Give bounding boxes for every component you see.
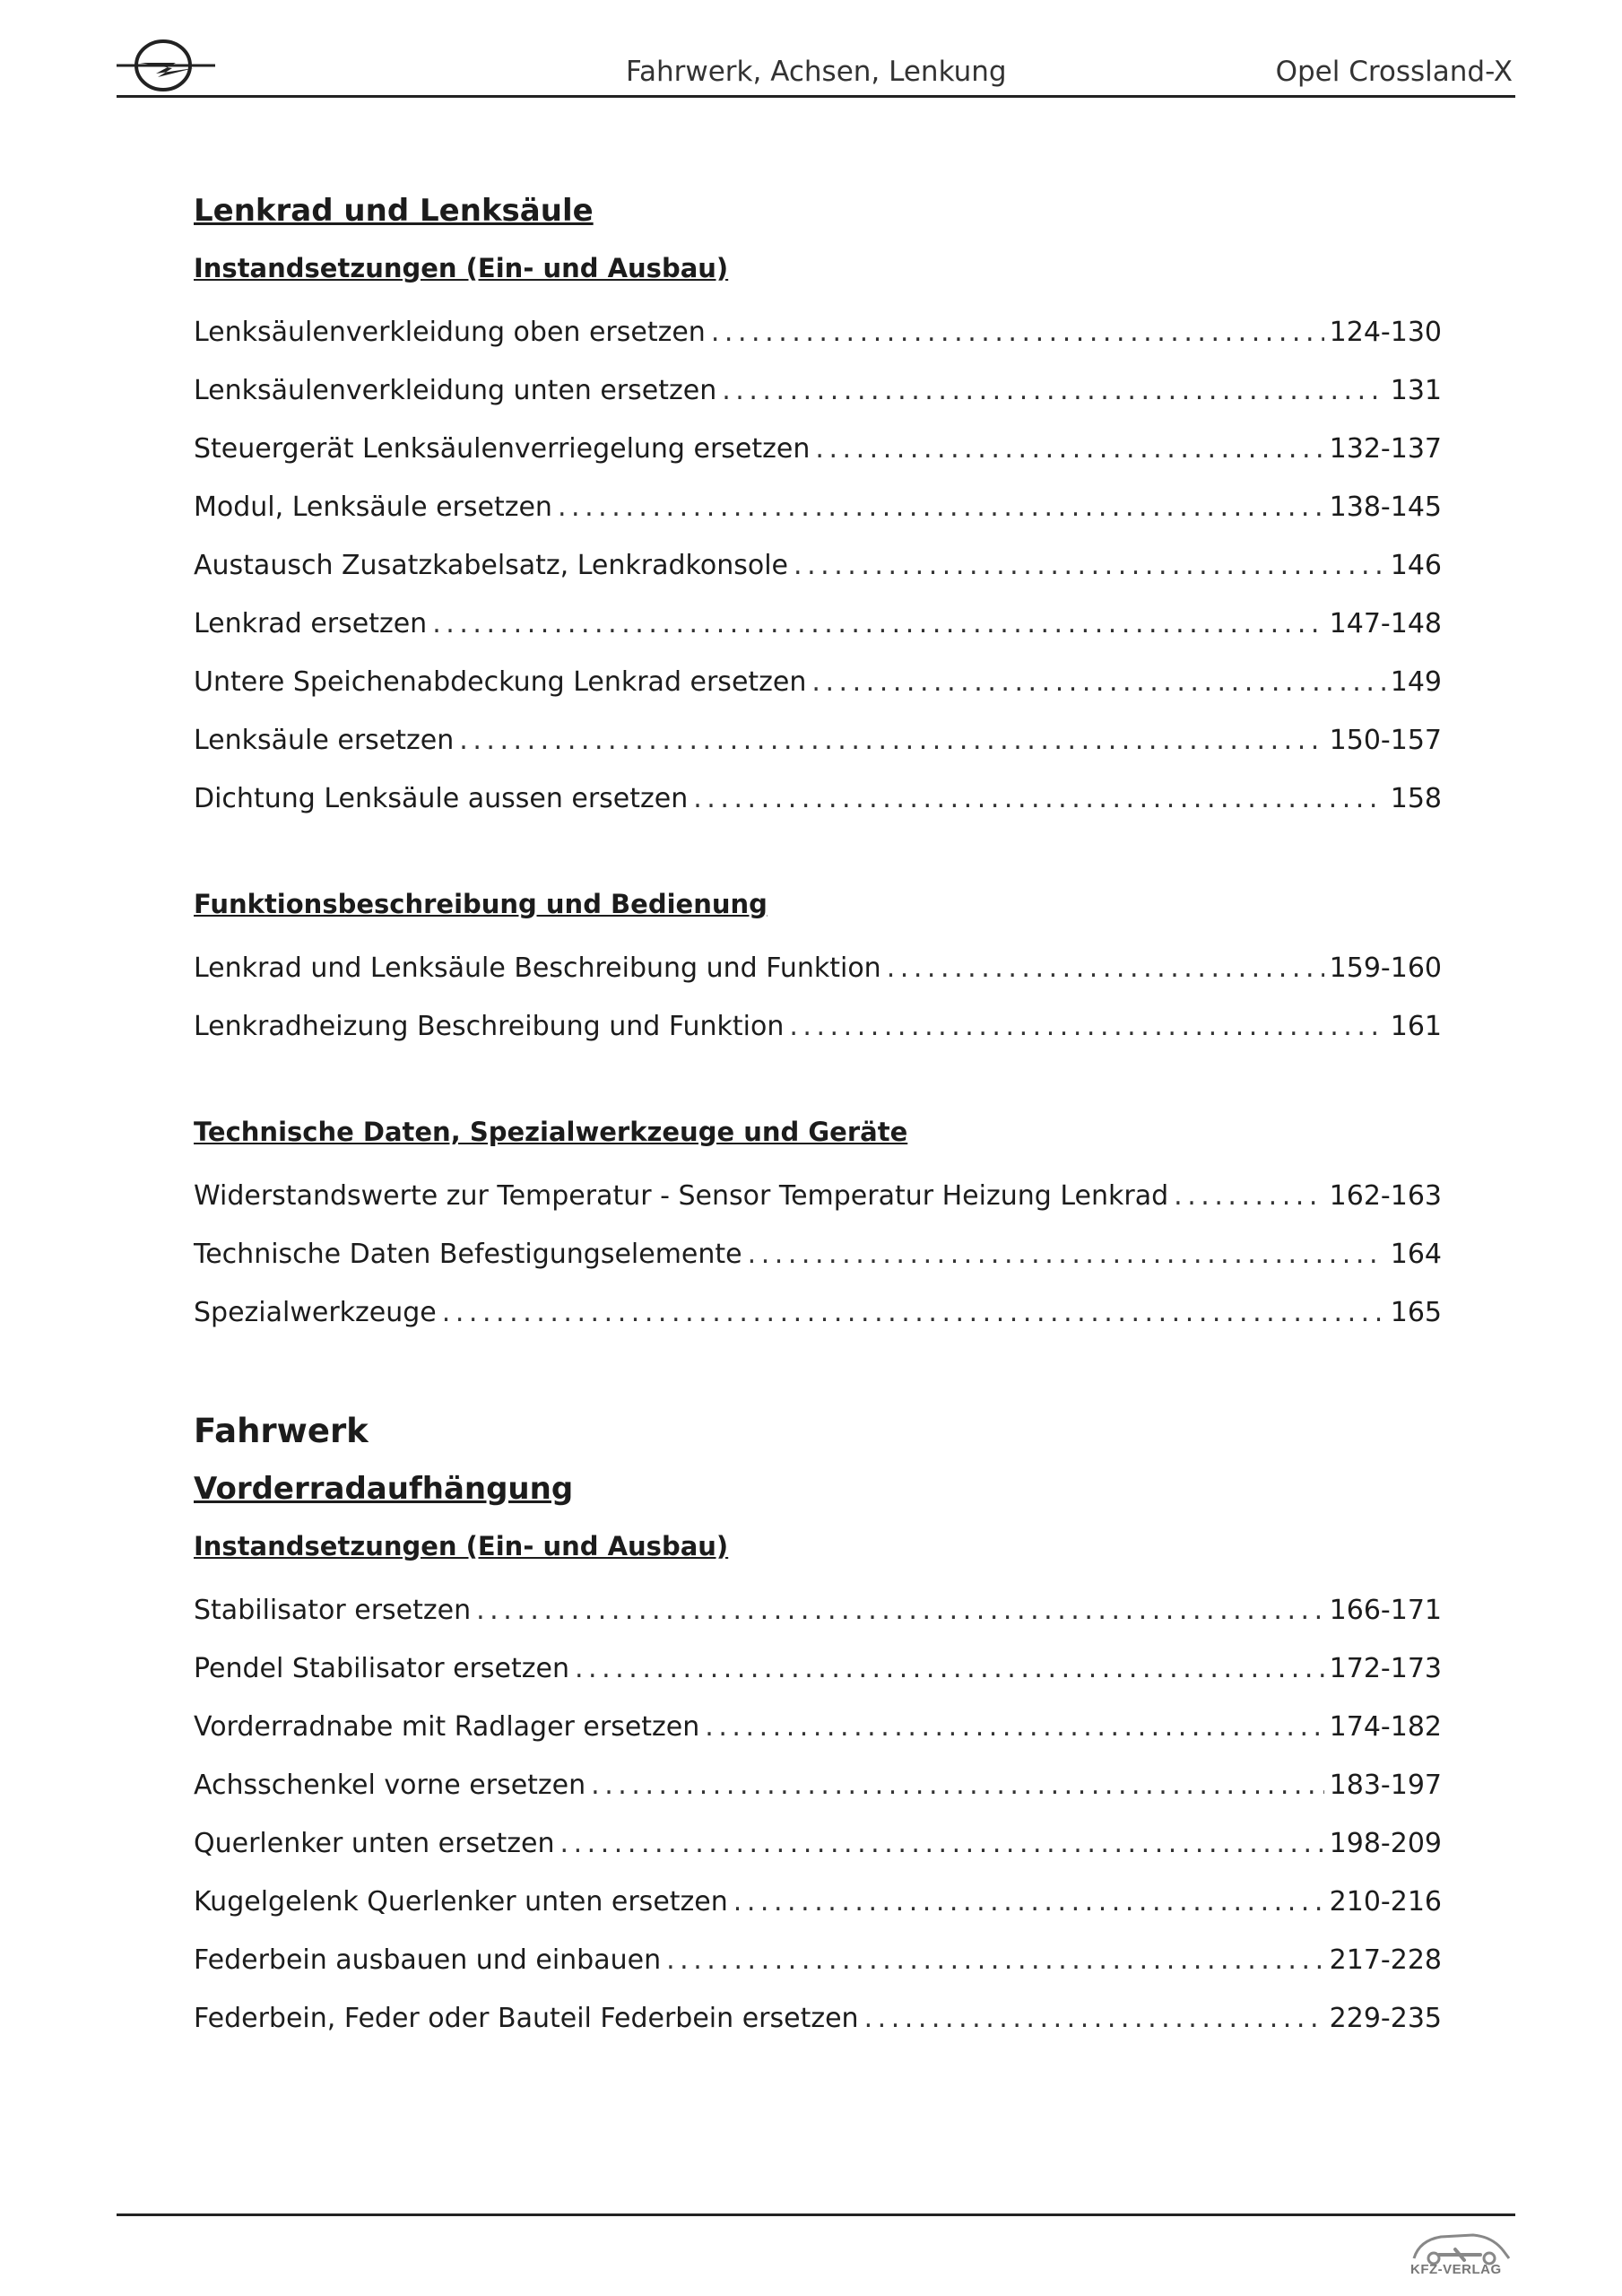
toc-entry [194,653,1442,711]
toc-entry [194,1989,1442,2048]
toc-entry-title: Widerstandswerte zur Temperatur - Sensor Temperatur Heizung Lenkrad [194,1180,1169,1212]
toc-group [194,939,1442,1056]
toc-leader-dots [666,1931,1324,1989]
toc-leader-dots [575,1639,1324,1698]
toc-entry [194,420,1442,478]
toc-entry-title: Spezialwerkzeuge [194,1297,437,1328]
toc-entry-title: Lenksäule ersetzen [194,725,455,756]
toc-entry-pages: 124-130 [1329,317,1442,348]
subsection-heading: Technische Daten, Spezialwerkzeuge und Geräte [194,1117,908,1147]
toc-entry [194,770,1442,828]
toc-leader-dots [591,1756,1323,1814]
toc-entry-title: Technische Daten Befestigungselemente [194,1239,742,1270]
toc-entry-pages: 131 [1390,375,1442,406]
table-of-contents [194,188,1442,2048]
header-section-title: Fahrwerk, Achsen, Lenkung [626,56,1007,88]
toc-entry-title: Lenksäulenverkleidung unten ersetzen [194,375,717,406]
toc-leader-dots [558,478,1324,536]
toc-entry-pages: 210-216 [1329,1886,1442,1918]
header-model: Opel Crossland-X [1275,56,1513,88]
toc-entry-title: Querlenker unten ersetzen [194,1828,555,1859]
toc-group [194,1581,1442,2048]
toc-leader-dots [789,997,1384,1056]
toc-leader-dots [560,1814,1324,1873]
toc-entry-title: Lenkrad ersetzen [194,608,428,639]
toc-leader-dots [733,1873,1324,1931]
toc-entry [194,1639,1442,1698]
toc-entry-pages: 229-235 [1329,2003,1442,2034]
toc-entry [194,303,1442,361]
toc-entry [194,595,1442,653]
section-heading: Lenkrad und Lenksäule [194,193,594,229]
toc-entry-title: Lenksäulenverkleidung oben ersetzen [194,317,706,348]
toc-entry-title: Federbein, Feder oder Bauteil Federbein ersetzen [194,2003,859,2034]
chapter-heading: Fahrwerk [194,1412,369,1450]
toc-leader-dots [476,1581,1324,1639]
toc-entry-pages: 217-228 [1329,1944,1442,1976]
toc-entry-pages: 166-171 [1329,1595,1442,1626]
toc-entry-pages: 146 [1390,550,1442,581]
toc-entry [194,1698,1442,1756]
toc-leader-dots [693,770,1385,828]
toc-entry-pages: 149 [1390,666,1442,698]
toc-leader-dots [811,653,1384,711]
toc-entry [194,997,1442,1056]
publisher-logo-text: KFZ-VERLAG [1410,2262,1502,2277]
toc-entry [194,1581,1442,1639]
toc-leader-dots [432,595,1323,653]
subsection-heading: Instandsetzungen (Ein- und Ausbau) [194,253,729,283]
toc-entry-pages: 164 [1390,1239,1442,1270]
toc-entry-pages: 147-148 [1329,608,1442,639]
subsection-heading: Funktionsbeschreibung und Bedienung [194,889,768,919]
toc-entry-title: Pendel Stabilisator ersetzen [194,1653,569,1684]
toc-entry [194,1873,1442,1931]
toc-entry [194,939,1442,997]
toc-entry-title: Dichtung Lenksäule aussen ersetzen [194,783,689,814]
toc-entry-title: Modul, Lenksäule ersetzen [194,491,552,523]
toc-entry-title: Lenkrad und Lenksäule Beschreibung und Funktion [194,952,881,984]
section-heading: Vorderradaufhängung [194,1471,574,1507]
toc-entry-pages: 165 [1390,1297,1442,1328]
toc-entry-pages: 198-209 [1329,1828,1442,1859]
toc-entry-pages: 138-145 [1329,491,1442,523]
toc-entry-title: Steuergerät Lenksäulenverriegelung ersetzen [194,433,811,465]
toc-entry-pages: 158 [1390,783,1442,814]
toc-entry [194,1167,1442,1225]
toc-entry [194,1756,1442,1814]
footer-divider [117,2213,1515,2216]
toc-entry-title: Untere Speichenabdeckung Lenkrad ersetzen [194,666,807,698]
toc-entry [194,361,1442,420]
toc-entry-pages: 162-163 [1329,1180,1442,1212]
toc-leader-dots [864,1989,1324,2048]
toc-entry [194,1931,1442,1989]
toc-entry [194,1283,1442,1342]
toc-entry-pages: 150-157 [1329,725,1442,756]
toc-entry-pages: 159-160 [1329,952,1442,984]
toc-leader-dots [722,361,1385,420]
toc-entry [194,536,1442,595]
toc-group [194,303,1442,828]
toc-entry-title: Lenkradheizung Beschreibung und Funktion [194,1011,785,1042]
toc-entry-title: Achsschenkel vorne ersetzen [194,1770,586,1801]
toc-leader-dots [887,939,1324,997]
kfz-verlag-logo-icon [1403,2221,1520,2289]
toc-entry [194,478,1442,536]
toc-leader-dots [459,711,1323,770]
toc-entry-pages: 132-137 [1329,433,1442,465]
toc-leader-dots [815,420,1323,478]
toc-leader-dots [748,1225,1385,1283]
toc-entry-title: Austausch Zusatzkabelsatz, Lenkradkonsole [194,550,788,581]
toc-leader-dots [442,1283,1385,1342]
toc-entry-pages: 161 [1390,1011,1442,1042]
toc-entry-title: Vorderradnabe mit Radlager ersetzen [194,1711,700,1743]
toc-entry-pages: 174-182 [1329,1711,1442,1743]
subsection-heading: Instandsetzungen (Ein- und Ausbau) [194,1531,729,1561]
toc-group [194,1167,1442,1342]
toc-leader-dots [794,536,1385,595]
page-header [117,36,1515,98]
toc-entry [194,1814,1442,1873]
toc-entry-pages: 183-197 [1329,1770,1442,1801]
toc-entry [194,1225,1442,1283]
toc-leader-dots [1174,1167,1324,1225]
toc-entry-title: Federbein ausbauen und einbauen [194,1944,662,1976]
opel-logo-icon [117,36,215,95]
toc-entry-pages: 172-173 [1329,1653,1442,1684]
toc-entry-title: Stabilisator ersetzen [194,1595,472,1626]
toc-leader-dots [711,303,1324,361]
toc-entry [194,711,1442,770]
toc-leader-dots [705,1698,1323,1756]
toc-entry-title: Kugelgelenk Querlenker unten ersetzen [194,1886,728,1918]
